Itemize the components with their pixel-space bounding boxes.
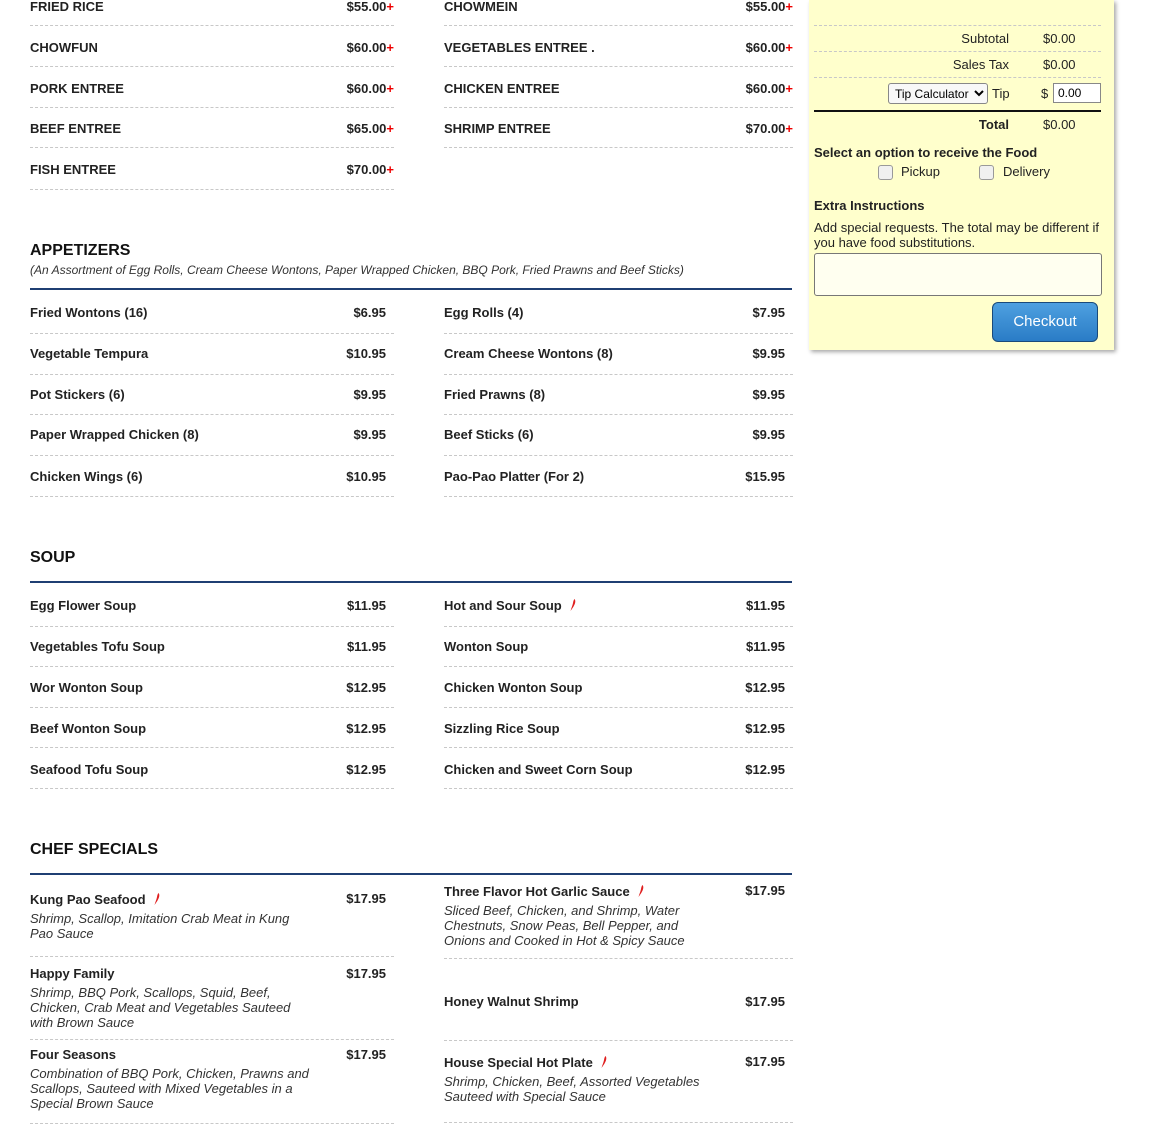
item-description: Shrimp, BBQ Pork, Scallops, Squid, Beef, Chicken, Crab Meat and Vegetables Sauteed with Brown Sauce xyxy=(30,985,291,1030)
list-item[interactable] xyxy=(444,456,793,497)
chili-pepper-icon xyxy=(570,599,576,614)
item-price: $7.95 xyxy=(752,305,785,320)
item-price: $17.95 xyxy=(346,966,386,981)
item-price: $12.95 xyxy=(346,762,386,777)
item-name: Kung Pao Seafood xyxy=(30,892,146,907)
item-price: $6.95 xyxy=(353,305,386,320)
item-price: $17.95 xyxy=(346,891,386,906)
item-name: Vegetables Tofu Soup xyxy=(30,639,165,654)
item-price: $70.00 xyxy=(745,121,786,136)
list-item[interactable] xyxy=(30,334,394,375)
item-price: $12.95 xyxy=(745,680,785,695)
item-name: Seafood Tofu Soup xyxy=(30,762,149,777)
item-price: $12.95 xyxy=(346,680,386,695)
add-plus-icon[interactable]: + xyxy=(785,81,793,96)
section-divider xyxy=(30,581,792,583)
item-description: Sliced Beef, Chicken, and Shrimp, Water Chestnuts, Snow Peas, Bell Pepper, and Onions and Cooked in Hot & Spicy Sauce xyxy=(444,903,685,948)
cart-divider xyxy=(814,77,1101,78)
list-item[interactable] xyxy=(30,0,394,26)
list-item[interactable] xyxy=(30,108,394,148)
add-plus-icon[interactable]: + xyxy=(386,81,394,96)
list-item[interactable] xyxy=(30,26,394,67)
list-item[interactable] xyxy=(444,334,793,375)
list-item[interactable] xyxy=(444,375,793,415)
item-price: $9.95 xyxy=(353,427,386,442)
item-name: Pot Stickers (6) xyxy=(30,387,125,402)
tip-amount-input[interactable] xyxy=(1053,83,1101,103)
item-price: $12.95 xyxy=(745,762,785,777)
add-plus-icon[interactable]: + xyxy=(785,0,793,14)
list-item[interactable] xyxy=(30,292,394,334)
add-plus-icon[interactable]: + xyxy=(386,121,394,136)
item-name: Wor Wonton Soup xyxy=(30,680,143,695)
extra-instructions-title: Extra Instructions xyxy=(814,198,925,213)
item-name: Happy Family xyxy=(30,966,115,981)
item-name: CHOWFUN xyxy=(30,40,98,55)
pickup-label[interactable]: Pickup xyxy=(901,164,941,179)
extra-instructions-textarea[interactable] xyxy=(814,253,1102,296)
item-description: Combination of BBQ Pork, Chicken, Prawns and Scallops, Sauteed with Mixed Vegetables in a Special Brown Sauce xyxy=(30,1066,309,1111)
item-name: Chicken and Sweet Corn Soup xyxy=(444,762,633,777)
sales-tax-label: Sales Tax xyxy=(952,57,1009,72)
list-item[interactable] xyxy=(444,627,793,667)
checkout-button[interactable]: Checkout xyxy=(992,302,1098,342)
list-item[interactable] xyxy=(30,67,394,108)
list-item[interactable] xyxy=(444,667,793,708)
item-price: $60.00 xyxy=(745,81,786,96)
item-name: SHRIMP ENTREE xyxy=(444,121,551,136)
item-price: $60.00 xyxy=(346,40,387,55)
total-value: $0.00 xyxy=(1043,117,1076,132)
list-item[interactable] xyxy=(444,67,793,108)
item-price: $15.95 xyxy=(745,469,785,484)
list-item[interactable] xyxy=(30,585,394,627)
section-title-appetizers: APPETIZERS xyxy=(30,242,131,259)
item-name: CHICKEN ENTREE xyxy=(444,81,560,96)
item-name: BEEF ENTREE xyxy=(30,121,122,136)
item-name: Fried Wontons (16) xyxy=(30,305,148,320)
item-name: FRIED RICE xyxy=(30,0,104,14)
item-name: Four Seasons xyxy=(30,1047,116,1062)
item-price: $9.95 xyxy=(752,346,785,361)
subtotal-value: $0.00 xyxy=(1043,31,1076,46)
list-item[interactable] xyxy=(30,148,394,190)
item-name: Cream Cheese Wontons (8) xyxy=(444,346,613,361)
section-divider xyxy=(30,873,792,875)
item-name: Beef Sticks (6) xyxy=(444,427,534,442)
cart-divider xyxy=(814,25,1101,26)
add-plus-icon[interactable]: + xyxy=(386,162,394,177)
list-item[interactable] xyxy=(30,456,394,497)
section-subtitle-appetizers: (An Assortment of Egg Rolls, Cream Cheese Wontons, Paper Wrapped Chicken, BBQ Pork, Fried Prawns and Beef Sticks) xyxy=(30,263,684,277)
item-price: $10.95 xyxy=(346,469,386,484)
item-description: Shrimp, Scallop, Imitation Crab Meat in Kung Pao Sauce xyxy=(30,911,290,941)
item-name: Fried Prawns (8) xyxy=(444,387,546,402)
total-label: Total xyxy=(978,117,1009,132)
item-price: $55.00 xyxy=(346,0,387,14)
item-name: Three Flavor Hot Garlic Sauce xyxy=(444,884,630,899)
cart-divider xyxy=(814,51,1101,52)
item-price: $11.95 xyxy=(745,598,785,613)
item-name: CHOWMEIN xyxy=(444,0,518,14)
item-name: Wonton Soup xyxy=(444,639,529,654)
list-item[interactable] xyxy=(30,708,394,748)
chili-pepper-icon xyxy=(601,1056,607,1071)
item-name: Chicken Wings (6) xyxy=(30,469,143,484)
list-item[interactable] xyxy=(444,415,793,456)
list-item[interactable] xyxy=(444,585,793,627)
list-item[interactable] xyxy=(30,1040,394,1124)
item-price: $17.95 xyxy=(745,883,785,898)
item-name: Paper Wrapped Chicken (8) xyxy=(30,427,199,442)
item-name: Egg Rolls (4) xyxy=(444,305,524,320)
item-price: $55.00 xyxy=(745,0,786,14)
item-name: Chicken Wonton Soup xyxy=(444,680,583,695)
item-name: House Special Hot Plate xyxy=(444,1055,593,1070)
receive-option-title: Select an option to receive the Food xyxy=(814,145,1038,160)
item-price: $11.95 xyxy=(346,598,386,613)
sales-tax-value: $0.00 xyxy=(1043,57,1076,72)
item-name: Vegetable Tempura xyxy=(30,346,149,361)
item-name: Pao-Pao Platter (For 2) xyxy=(444,469,585,484)
add-plus-icon[interactable]: + xyxy=(386,0,394,14)
list-item[interactable] xyxy=(444,108,793,148)
list-item[interactable] xyxy=(444,959,793,1041)
list-item[interactable] xyxy=(30,627,394,667)
extra-instructions-help: Add special requests. The total may be different if you have food substitutions. xyxy=(814,220,1099,250)
item-price: $17.95 xyxy=(745,994,785,1009)
section-title-soup: SOUP xyxy=(30,549,76,566)
delivery-checkbox[interactable] xyxy=(979,165,994,180)
item-name: Hot and Sour Soup xyxy=(444,598,562,613)
item-name: FISH ENTREE xyxy=(30,162,116,177)
item-name: Honey Walnut Shrimp xyxy=(444,994,579,1009)
subtotal-label: Subtotal xyxy=(961,31,1009,46)
tip-currency: $ xyxy=(1041,86,1049,101)
item-price: $17.95 xyxy=(745,1054,785,1069)
item-price: $17.95 xyxy=(346,1047,386,1062)
list-item[interactable] xyxy=(30,375,394,415)
add-plus-icon[interactable]: + xyxy=(785,121,793,136)
chili-pepper-icon xyxy=(154,893,160,908)
add-plus-icon[interactable]: + xyxy=(386,40,394,55)
tip-label: Tip xyxy=(992,86,1010,101)
item-price: $11.95 xyxy=(346,639,386,654)
item-price: $60.00 xyxy=(745,40,786,55)
list-item[interactable] xyxy=(444,1041,793,1123)
list-item[interactable] xyxy=(444,748,793,789)
item-name: Sizzling Rice Soup xyxy=(444,721,560,736)
item-price: $12.95 xyxy=(346,721,386,736)
order-cart-panel xyxy=(809,0,1114,350)
list-item[interactable] xyxy=(444,708,793,748)
list-item[interactable] xyxy=(444,292,793,334)
item-price: $9.95 xyxy=(752,387,785,402)
list-item[interactable] xyxy=(30,748,394,789)
item-name: PORK ENTREE xyxy=(30,81,124,96)
item-price: $60.00 xyxy=(346,81,387,96)
item-price: $10.95 xyxy=(346,346,386,361)
list-item[interactable] xyxy=(444,26,793,67)
delivery-label[interactable]: Delivery xyxy=(1003,164,1050,179)
item-name: Beef Wonton Soup xyxy=(30,721,147,736)
item-price: $65.00 xyxy=(346,121,387,136)
list-item[interactable] xyxy=(444,877,793,959)
pickup-checkbox[interactable] xyxy=(878,165,893,180)
chili-pepper-icon xyxy=(638,885,644,900)
section-divider xyxy=(30,288,792,290)
item-price: $70.00 xyxy=(346,162,387,177)
item-price: $9.95 xyxy=(752,427,785,442)
item-name: Egg Flower Soup xyxy=(30,598,137,613)
item-price: $11.95 xyxy=(745,639,785,654)
list-item[interactable] xyxy=(30,957,394,1040)
add-plus-icon[interactable]: + xyxy=(785,40,793,55)
list-item[interactable] xyxy=(30,667,394,708)
section-title-chef-specials: CHEF SPECIALS xyxy=(30,841,159,858)
total-divider xyxy=(814,110,1101,112)
list-item[interactable] xyxy=(30,415,394,456)
item-description: Shrimp, Chicken, Beef, Assorted Vegetables Sauteed with Special Sauce xyxy=(444,1074,700,1104)
item-price: $9.95 xyxy=(353,387,386,402)
tip-calculator-select[interactable] xyxy=(888,83,988,104)
item-price: $12.95 xyxy=(745,721,785,736)
list-item[interactable] xyxy=(444,0,793,26)
list-item[interactable] xyxy=(30,877,394,957)
item-name: VEGETABLES ENTREE . xyxy=(444,40,595,55)
